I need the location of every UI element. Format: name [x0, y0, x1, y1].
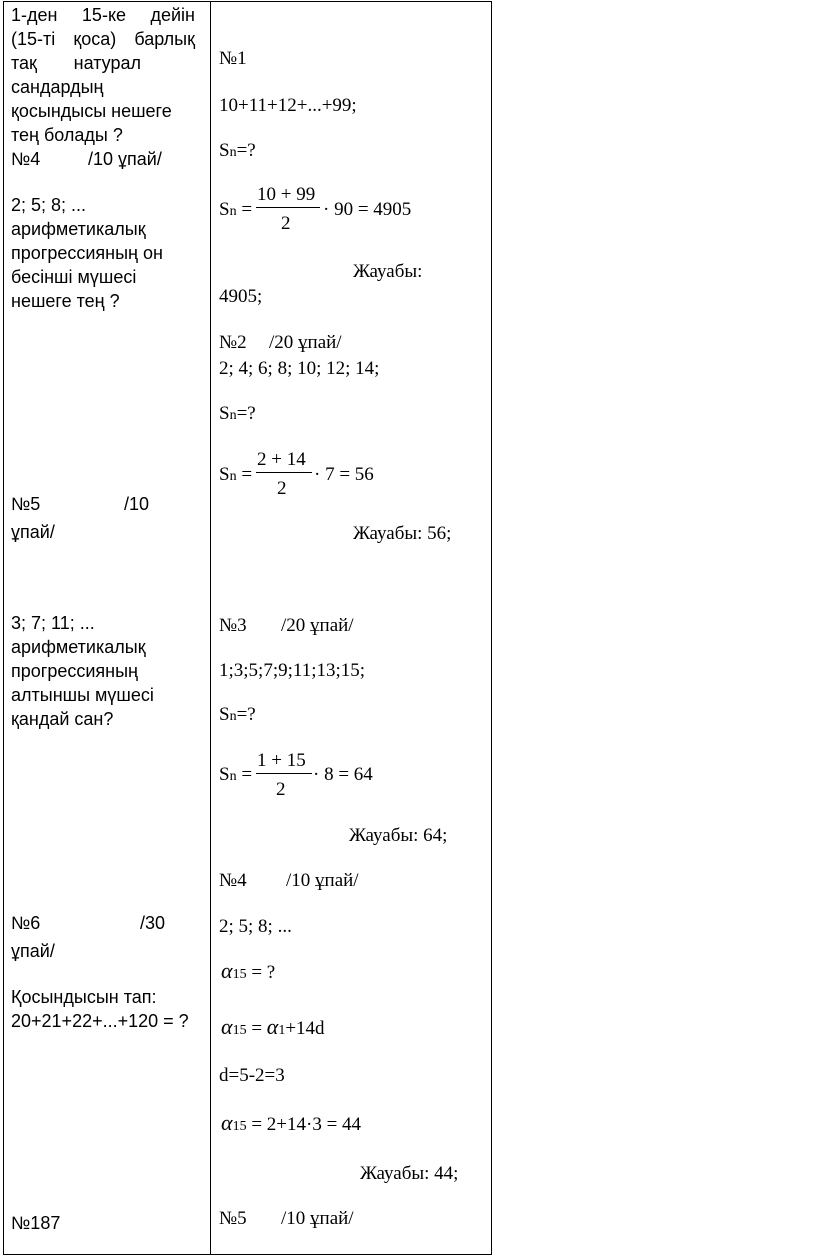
s-letter: S [219, 199, 230, 220]
s-letter: S [219, 704, 230, 725]
word: қоса) [73, 29, 117, 49]
alpha-symbol: α [221, 958, 233, 983]
n1-answer-word: Жауабы: [353, 261, 423, 282]
q6-points: /30 [140, 913, 166, 933]
n3-result: · 8 = 64 [313, 764, 373, 785]
s-subscript: n [229, 204, 237, 219]
n1-sn-label [219, 200, 252, 219]
q4-text: прогрессияның он [11, 243, 163, 263]
n2-sn-query [219, 404, 256, 423]
q5-points-cont: ұпай/ [11, 522, 55, 542]
query: =? [236, 140, 256, 161]
query: = ? [251, 962, 276, 983]
word: 15-ке [81, 5, 127, 25]
fraction-bar [256, 472, 312, 473]
subscript-15: 15 [232, 967, 247, 982]
n2-result: · 7 = 56 [314, 464, 374, 485]
q1-line3 [11, 54, 141, 72]
q4-points: /10 ұпай/ [88, 149, 162, 169]
n3-denominator: 2 [276, 779, 286, 800]
n5-label: №5 [219, 1208, 247, 1229]
word: тақ [11, 53, 37, 73]
q5-text: алтыншы мүшесі [11, 685, 154, 705]
query: =? [236, 704, 256, 725]
q4-text: бесінші мүшесі [11, 267, 137, 287]
q1-line2 [11, 30, 195, 48]
q187-label: №187 [11, 1213, 61, 1233]
word: (15-ті [11, 29, 56, 49]
q5-text: қандай сан? [11, 709, 114, 729]
s-subscript: n [229, 408, 237, 423]
n1-label: №1 [219, 48, 247, 69]
formula-rest: +14d [285, 1018, 325, 1039]
q4-text: нешеге тең ? [11, 291, 120, 311]
q4-label: №4 [11, 149, 41, 169]
n1-numerator: 10 + 99 [257, 184, 316, 205]
n2-numerator: 2 + 14 [257, 449, 306, 470]
word: натурал [73, 53, 141, 73]
q5-points: /10 [124, 494, 150, 514]
q5-label: №5 [11, 494, 41, 514]
q1-line5: қосындысы нешеге [11, 101, 172, 121]
equals: = [241, 464, 253, 485]
subscript-15: 15 [232, 1119, 247, 1134]
n4-difference: d=5-2=3 [219, 1065, 285, 1086]
n1-sequence: 10+11+12+...+99; [219, 95, 357, 116]
n4-sequence: 2; 5; 8; ... [219, 916, 292, 937]
equals: = [251, 1018, 263, 1039]
s-subscript: n [229, 145, 237, 160]
q5-text: арифметикалық [11, 637, 146, 657]
s-letter: S [219, 140, 230, 161]
equals: = [241, 199, 253, 220]
n2-points: /20 ұпай/ [269, 332, 342, 353]
n1-sn-query [219, 141, 256, 160]
n2-answer: Жауабы: 56; [353, 523, 452, 544]
n5-points: /10 ұпай/ [281, 1208, 354, 1229]
n3-sn-query [219, 705, 256, 724]
n2-denominator: 2 [277, 478, 287, 499]
q1-line6: тең болады ? [11, 125, 123, 145]
s-letter: S [219, 464, 230, 485]
n2-label: №2 [219, 332, 247, 353]
n4-a15-query [221, 960, 275, 982]
subscript-15: 15 [232, 1023, 247, 1038]
n3-label: №3 [219, 615, 247, 636]
n2-sequence: 2; 4; 6; 8; 10; 12; 14; [219, 358, 380, 379]
n2-sn-label [219, 465, 252, 484]
n4-calc [221, 1112, 361, 1134]
word: дейін [150, 5, 195, 25]
q4-text: арифметикалық [11, 219, 146, 239]
n3-points: /20 ұпай/ [281, 615, 354, 636]
n3-answer: Жауабы: 64; [349, 825, 448, 846]
n1-result: · 90 = 4905 [323, 199, 412, 220]
n4-answer: Жауабы: 44; [360, 1163, 459, 1184]
subscript-1: 1 [278, 1023, 286, 1038]
q1-line1 [11, 6, 195, 24]
q1-line4: сандардың [11, 77, 104, 97]
q6-points-cont: ұпай/ [11, 941, 55, 961]
n3-numerator: 1 + 15 [257, 750, 306, 771]
alpha-symbol: α [221, 1014, 233, 1039]
word: барлық [134, 29, 195, 49]
n4-points: /10 ұпай/ [286, 870, 359, 891]
s-subscript: n [229, 709, 237, 724]
equals: = [241, 764, 253, 785]
word: 1-ден [11, 5, 58, 25]
q6-expression: 20+21+22+...+120 = ? [11, 1011, 189, 1031]
fraction-bar [256, 207, 320, 208]
n1-denominator: 2 [281, 213, 291, 234]
q5-text: прогрессияның [11, 661, 138, 681]
n3-sequence: 1;3;5;7;9;11;13;15; [219, 660, 366, 681]
calc-rest: = 2+14·3 = 44 [251, 1114, 362, 1135]
q6-text: Қосындысын тап: [11, 987, 157, 1007]
alpha-symbol: α [266, 1014, 279, 1039]
q5-seq: 3; 7; 11; ... [11, 613, 95, 633]
s-letter: S [219, 764, 230, 785]
n1-answer: 4905; [219, 286, 263, 307]
q6-label: №6 [11, 913, 41, 933]
q4-seq: 2; 5; 8; ... [11, 195, 87, 215]
n4-label: №4 [219, 870, 247, 891]
fraction-bar [256, 773, 312, 774]
n3-sn-label [219, 765, 252, 784]
s-letter: S [219, 403, 230, 424]
s-subscript: n [229, 769, 237, 784]
query: =? [236, 403, 256, 424]
alpha-symbol: α [221, 1110, 233, 1135]
n4-formula [221, 1016, 325, 1038]
column-divider [210, 2, 211, 1254]
s-subscript: n [229, 469, 237, 484]
